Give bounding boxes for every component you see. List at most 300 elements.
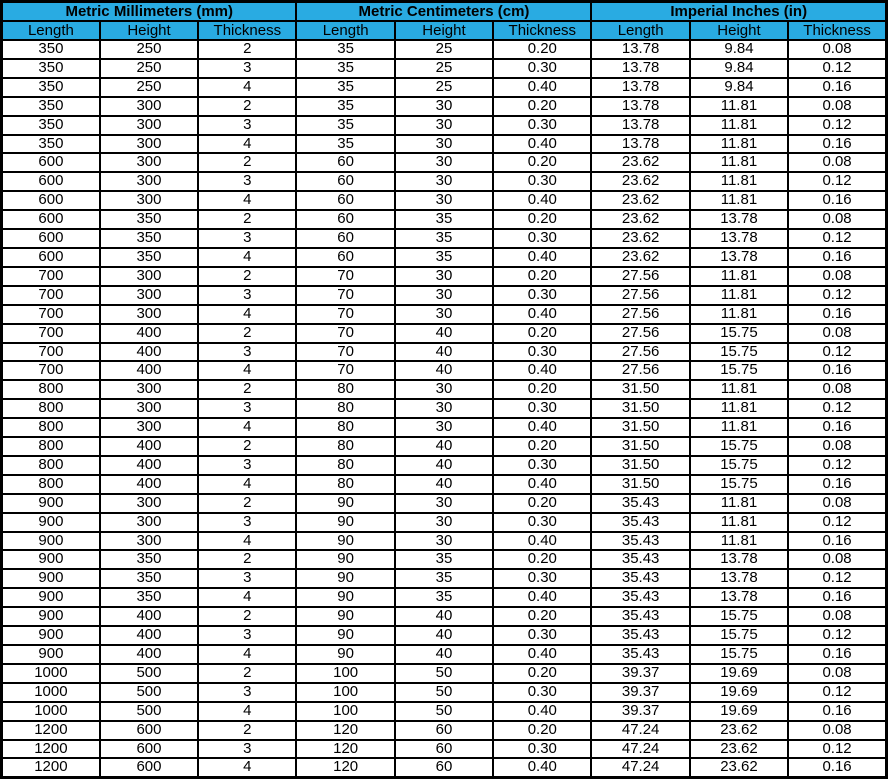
- data-cell: 120: [296, 740, 394, 759]
- data-cell: 0.20: [493, 494, 591, 513]
- data-cell: 350: [2, 116, 100, 135]
- data-cell: 35.43: [591, 607, 689, 626]
- data-cell: 4: [198, 305, 296, 324]
- data-cell: 31.50: [591, 437, 689, 456]
- data-cell: 0.30: [493, 343, 591, 362]
- data-cell: 0.20: [493, 40, 591, 59]
- data-cell: 4: [198, 248, 296, 267]
- data-cell: 800: [2, 380, 100, 399]
- data-cell: 0.40: [493, 532, 591, 551]
- data-cell: 0.12: [788, 740, 886, 759]
- table-row: [2, 683, 887, 702]
- data-cell: 0.30: [493, 399, 591, 418]
- data-cell: 0.12: [788, 343, 886, 362]
- data-cell: 15.75: [690, 456, 788, 475]
- data-cell: 2: [198, 97, 296, 116]
- data-cell: 4: [198, 78, 296, 97]
- data-cell: 35: [395, 210, 493, 229]
- column-header-in-length: Length: [591, 21, 689, 40]
- data-cell: 2: [198, 607, 296, 626]
- data-cell: 0.30: [493, 229, 591, 248]
- data-cell: 800: [2, 399, 100, 418]
- data-cell: 35.43: [591, 645, 689, 664]
- data-cell: 0.40: [493, 588, 591, 607]
- table-row: [2, 456, 887, 475]
- data-cell: 700: [2, 324, 100, 343]
- data-cell: 0.30: [493, 116, 591, 135]
- data-cell: 23.62: [690, 721, 788, 740]
- table-row: [2, 305, 887, 324]
- data-cell: 90: [296, 550, 394, 569]
- data-cell: 11.81: [690, 418, 788, 437]
- table-row: [2, 645, 887, 664]
- section-header-imperial-in: Imperial Inches (in): [591, 2, 886, 22]
- data-cell: 0.40: [493, 191, 591, 210]
- column-header-cm-height: Height: [395, 21, 493, 40]
- data-cell: 0.12: [788, 229, 886, 248]
- data-cell: 15.75: [690, 645, 788, 664]
- data-cell: 350: [100, 588, 198, 607]
- data-cell: 700: [2, 305, 100, 324]
- data-cell: 1000: [2, 664, 100, 683]
- data-cell: 11.81: [690, 191, 788, 210]
- data-cell: 30: [395, 191, 493, 210]
- data-cell: 11.81: [690, 97, 788, 116]
- data-cell: 100: [296, 683, 394, 702]
- table-row: [2, 343, 887, 362]
- data-cell: 23.62: [690, 740, 788, 759]
- data-cell: 31.50: [591, 418, 689, 437]
- data-cell: 300: [100, 399, 198, 418]
- data-cell: 35.43: [591, 513, 689, 532]
- data-cell: 900: [2, 607, 100, 626]
- data-cell: 0.40: [493, 248, 591, 267]
- data-cell: 47.24: [591, 740, 689, 759]
- data-cell: 500: [100, 683, 198, 702]
- data-cell: 0.08: [788, 97, 886, 116]
- data-cell: 0.20: [493, 607, 591, 626]
- table-row: [2, 97, 887, 116]
- data-cell: 500: [100, 702, 198, 721]
- data-cell: 100: [296, 664, 394, 683]
- data-cell: 350: [100, 248, 198, 267]
- data-cell: 3: [198, 569, 296, 588]
- data-cell: 4: [198, 418, 296, 437]
- data-cell: 40: [395, 456, 493, 475]
- data-cell: 400: [100, 475, 198, 494]
- data-cell: 0.30: [493, 626, 591, 645]
- data-cell: 0.16: [788, 645, 886, 664]
- data-cell: 2: [198, 324, 296, 343]
- data-cell: 0.20: [493, 153, 591, 172]
- data-cell: 0.16: [788, 588, 886, 607]
- table-row: [2, 229, 887, 248]
- data-cell: 600: [2, 153, 100, 172]
- data-cell: 47.24: [591, 758, 689, 777]
- data-cell: 40: [395, 343, 493, 362]
- data-cell: 39.37: [591, 664, 689, 683]
- data-cell: 35: [395, 248, 493, 267]
- data-cell: 30: [395, 305, 493, 324]
- data-cell: 11.81: [690, 305, 788, 324]
- data-cell: 60: [395, 758, 493, 777]
- data-cell: 600: [2, 248, 100, 267]
- data-cell: 700: [2, 343, 100, 362]
- data-cell: 350: [100, 569, 198, 588]
- data-cell: 900: [2, 494, 100, 513]
- data-cell: 0.16: [788, 475, 886, 494]
- data-cell: 35: [296, 59, 394, 78]
- table-row: [2, 78, 887, 97]
- data-cell: 25: [395, 59, 493, 78]
- data-cell: 0.16: [788, 361, 886, 380]
- data-cell: 27.56: [591, 286, 689, 305]
- data-cell: 2: [198, 437, 296, 456]
- data-cell: 1200: [2, 740, 100, 759]
- data-cell: 3: [198, 343, 296, 362]
- data-cell: 900: [2, 626, 100, 645]
- section-header-metric-cm: Metric Centimeters (cm): [296, 2, 591, 22]
- data-cell: 11.81: [690, 286, 788, 305]
- data-cell: 80: [296, 380, 394, 399]
- data-cell: 31.50: [591, 456, 689, 475]
- data-cell: 0.12: [788, 116, 886, 135]
- data-cell: 300: [100, 532, 198, 551]
- data-cell: 0.30: [493, 513, 591, 532]
- data-cell: 2: [198, 664, 296, 683]
- data-cell: 13.78: [690, 229, 788, 248]
- data-cell: 90: [296, 494, 394, 513]
- data-cell: 0.16: [788, 702, 886, 721]
- table-row: [2, 40, 887, 59]
- data-cell: 80: [296, 399, 394, 418]
- data-cell: 40: [395, 475, 493, 494]
- data-cell: 25: [395, 40, 493, 59]
- data-cell: 2: [198, 721, 296, 740]
- data-cell: 2: [198, 550, 296, 569]
- data-cell: 9.84: [690, 40, 788, 59]
- data-cell: 300: [100, 418, 198, 437]
- data-cell: 60: [296, 191, 394, 210]
- data-cell: 11.81: [690, 532, 788, 551]
- table-row: [2, 626, 887, 645]
- data-cell: 27.56: [591, 305, 689, 324]
- data-cell: 800: [2, 418, 100, 437]
- data-cell: 0.08: [788, 550, 886, 569]
- data-cell: 0.16: [788, 305, 886, 324]
- data-cell: 0.20: [493, 550, 591, 569]
- data-cell: 0.12: [788, 59, 886, 78]
- data-cell: 300: [100, 380, 198, 399]
- table-row: [2, 607, 887, 626]
- data-cell: 30: [395, 399, 493, 418]
- data-cell: 600: [100, 758, 198, 777]
- data-cell: 700: [2, 286, 100, 305]
- data-cell: 0.12: [788, 172, 886, 191]
- data-cell: 30: [395, 267, 493, 286]
- data-cell: 80: [296, 456, 394, 475]
- data-cell: 250: [100, 59, 198, 78]
- data-cell: 9.84: [690, 59, 788, 78]
- column-header-in-height: Height: [690, 21, 788, 40]
- data-cell: 19.69: [690, 702, 788, 721]
- data-cell: 800: [2, 437, 100, 456]
- table-row: [2, 494, 887, 513]
- table-row: [2, 153, 887, 172]
- data-cell: 120: [296, 721, 394, 740]
- table-row: [2, 721, 887, 740]
- data-cell: 350: [2, 59, 100, 78]
- data-cell: 600: [2, 172, 100, 191]
- data-cell: 300: [100, 267, 198, 286]
- data-cell: 0.30: [493, 172, 591, 191]
- data-cell: 0.30: [493, 59, 591, 78]
- data-cell: 35.43: [591, 494, 689, 513]
- data-cell: 400: [100, 324, 198, 343]
- data-cell: 100: [296, 702, 394, 721]
- data-cell: 300: [100, 191, 198, 210]
- data-cell: 11.81: [690, 172, 788, 191]
- table-row: [2, 569, 887, 588]
- data-cell: 0.40: [493, 361, 591, 380]
- data-cell: 15.75: [690, 607, 788, 626]
- data-cell: 13.78: [591, 116, 689, 135]
- data-cell: 0.08: [788, 607, 886, 626]
- data-cell: 35.43: [591, 550, 689, 569]
- data-cell: 40: [395, 645, 493, 664]
- data-cell: 0.12: [788, 456, 886, 475]
- data-cell: 13.78: [591, 78, 689, 97]
- data-cell: 27.56: [591, 324, 689, 343]
- table-row: [2, 664, 887, 683]
- table-row: [2, 702, 887, 721]
- data-cell: 400: [100, 607, 198, 626]
- data-cell: 0.12: [788, 513, 886, 532]
- data-cell: 35.43: [591, 626, 689, 645]
- data-cell: 900: [2, 532, 100, 551]
- table-row: [2, 380, 887, 399]
- data-cell: 90: [296, 607, 394, 626]
- data-cell: 40: [395, 626, 493, 645]
- data-cell: 0.08: [788, 494, 886, 513]
- table-row: [2, 191, 887, 210]
- data-cell: 1000: [2, 702, 100, 721]
- data-cell: 0.16: [788, 78, 886, 97]
- data-cell: 40: [395, 607, 493, 626]
- data-cell: 0.16: [788, 135, 886, 154]
- data-cell: 80: [296, 418, 394, 437]
- data-cell: 600: [100, 721, 198, 740]
- data-cell: 300: [100, 97, 198, 116]
- data-cell: 400: [100, 456, 198, 475]
- data-cell: 3: [198, 456, 296, 475]
- table-row: [2, 588, 887, 607]
- data-cell: 3: [198, 740, 296, 759]
- data-cell: 350: [2, 135, 100, 154]
- data-cell: 19.69: [690, 683, 788, 702]
- data-cell: 35: [296, 135, 394, 154]
- data-cell: 35: [296, 40, 394, 59]
- data-cell: 60: [296, 210, 394, 229]
- data-cell: 90: [296, 513, 394, 532]
- data-cell: 0.20: [493, 664, 591, 683]
- data-cell: 80: [296, 437, 394, 456]
- data-cell: 30: [395, 418, 493, 437]
- table-row: [2, 418, 887, 437]
- data-cell: 15.75: [690, 475, 788, 494]
- data-cell: 30: [395, 286, 493, 305]
- data-cell: 27.56: [591, 361, 689, 380]
- data-cell: 3: [198, 59, 296, 78]
- data-cell: 0.12: [788, 569, 886, 588]
- data-cell: 350: [100, 550, 198, 569]
- table-row: [2, 248, 887, 267]
- data-cell: 250: [100, 40, 198, 59]
- data-cell: 300: [100, 305, 198, 324]
- data-cell: 13.78: [690, 550, 788, 569]
- data-cell: 400: [100, 626, 198, 645]
- data-cell: 0.40: [493, 702, 591, 721]
- data-cell: 0.40: [493, 418, 591, 437]
- data-cell: 0.12: [788, 626, 886, 645]
- data-cell: 0.16: [788, 418, 886, 437]
- data-cell: 30: [395, 513, 493, 532]
- data-cell: 90: [296, 588, 394, 607]
- data-cell: 15.75: [690, 324, 788, 343]
- data-cell: 3: [198, 229, 296, 248]
- data-cell: 27.56: [591, 267, 689, 286]
- data-cell: 13.78: [591, 97, 689, 116]
- data-cell: 30: [395, 153, 493, 172]
- data-cell: 80: [296, 475, 394, 494]
- data-cell: 0.30: [493, 683, 591, 702]
- data-cell: 350: [2, 97, 100, 116]
- data-cell: 23.62: [591, 229, 689, 248]
- data-cell: 27.56: [591, 343, 689, 362]
- data-cell: 35.43: [591, 532, 689, 551]
- data-cell: 900: [2, 550, 100, 569]
- data-cell: 900: [2, 569, 100, 588]
- data-cell: 30: [395, 135, 493, 154]
- data-cell: 35: [395, 550, 493, 569]
- data-cell: 0.30: [493, 740, 591, 759]
- data-cell: 13.78: [591, 59, 689, 78]
- column-header-row: [2, 21, 887, 40]
- data-cell: 0.30: [493, 286, 591, 305]
- data-cell: 400: [100, 343, 198, 362]
- data-cell: 23.62: [591, 248, 689, 267]
- data-cell: 30: [395, 116, 493, 135]
- data-cell: 0.16: [788, 758, 886, 777]
- data-cell: 0.30: [493, 569, 591, 588]
- data-cell: 4: [198, 702, 296, 721]
- data-cell: 30: [395, 172, 493, 191]
- data-cell: 0.08: [788, 210, 886, 229]
- data-cell: 0.30: [493, 456, 591, 475]
- data-cell: 70: [296, 305, 394, 324]
- data-cell: 11.81: [690, 399, 788, 418]
- data-cell: 3: [198, 116, 296, 135]
- data-cell: 2: [198, 40, 296, 59]
- table-row: [2, 135, 887, 154]
- data-cell: 40: [395, 361, 493, 380]
- data-cell: 50: [395, 664, 493, 683]
- data-cell: 35: [296, 97, 394, 116]
- data-cell: 0.20: [493, 267, 591, 286]
- data-cell: 15.75: [690, 343, 788, 362]
- table-row: [2, 475, 887, 494]
- data-cell: 0.08: [788, 153, 886, 172]
- data-cell: 31.50: [591, 399, 689, 418]
- data-cell: 23.62: [591, 153, 689, 172]
- section-header-row: [2, 2, 887, 22]
- data-cell: 3: [198, 683, 296, 702]
- data-cell: 0.08: [788, 721, 886, 740]
- data-cell: 30: [395, 380, 493, 399]
- data-cell: 35.43: [591, 588, 689, 607]
- data-cell: 23.62: [591, 191, 689, 210]
- data-cell: 4: [198, 361, 296, 380]
- data-cell: 800: [2, 456, 100, 475]
- data-cell: 3: [198, 172, 296, 191]
- data-cell: 19.69: [690, 664, 788, 683]
- data-cell: 900: [2, 645, 100, 664]
- data-cell: 9.84: [690, 78, 788, 97]
- data-cell: 0.08: [788, 380, 886, 399]
- column-header-mm-thickness: Thickness: [198, 21, 296, 40]
- data-cell: 13.78: [690, 248, 788, 267]
- data-cell: 350: [2, 40, 100, 59]
- data-cell: 11.81: [690, 116, 788, 135]
- data-cell: 0.08: [788, 324, 886, 343]
- data-cell: 3: [198, 286, 296, 305]
- data-cell: 13.78: [591, 135, 689, 154]
- data-cell: 11.81: [690, 135, 788, 154]
- data-cell: 2: [198, 210, 296, 229]
- data-cell: 4: [198, 475, 296, 494]
- data-cell: 300: [100, 286, 198, 305]
- data-cell: 60: [296, 229, 394, 248]
- data-cell: 60: [296, 172, 394, 191]
- data-cell: 25: [395, 78, 493, 97]
- data-cell: 0.40: [493, 645, 591, 664]
- table-row: [2, 286, 887, 305]
- column-header-cm-length: Length: [296, 21, 394, 40]
- data-cell: 0.40: [493, 475, 591, 494]
- data-cell: 0.40: [493, 758, 591, 777]
- data-cell: 90: [296, 645, 394, 664]
- data-cell: 30: [395, 532, 493, 551]
- column-header-mm-height: Height: [100, 21, 198, 40]
- data-cell: 35: [395, 229, 493, 248]
- data-cell: 4: [198, 645, 296, 664]
- data-cell: 1200: [2, 758, 100, 777]
- data-cell: 300: [100, 172, 198, 191]
- table-row: [2, 740, 887, 759]
- table-row: [2, 437, 887, 456]
- data-cell: 0.16: [788, 248, 886, 267]
- data-cell: 120: [296, 758, 394, 777]
- data-cell: 70: [296, 361, 394, 380]
- data-cell: 350: [100, 210, 198, 229]
- data-cell: 35: [296, 116, 394, 135]
- data-cell: 300: [100, 494, 198, 513]
- data-cell: 0.20: [493, 210, 591, 229]
- data-cell: 0.08: [788, 664, 886, 683]
- data-cell: 13.78: [690, 210, 788, 229]
- data-cell: 0.16: [788, 191, 886, 210]
- data-cell: 30: [395, 494, 493, 513]
